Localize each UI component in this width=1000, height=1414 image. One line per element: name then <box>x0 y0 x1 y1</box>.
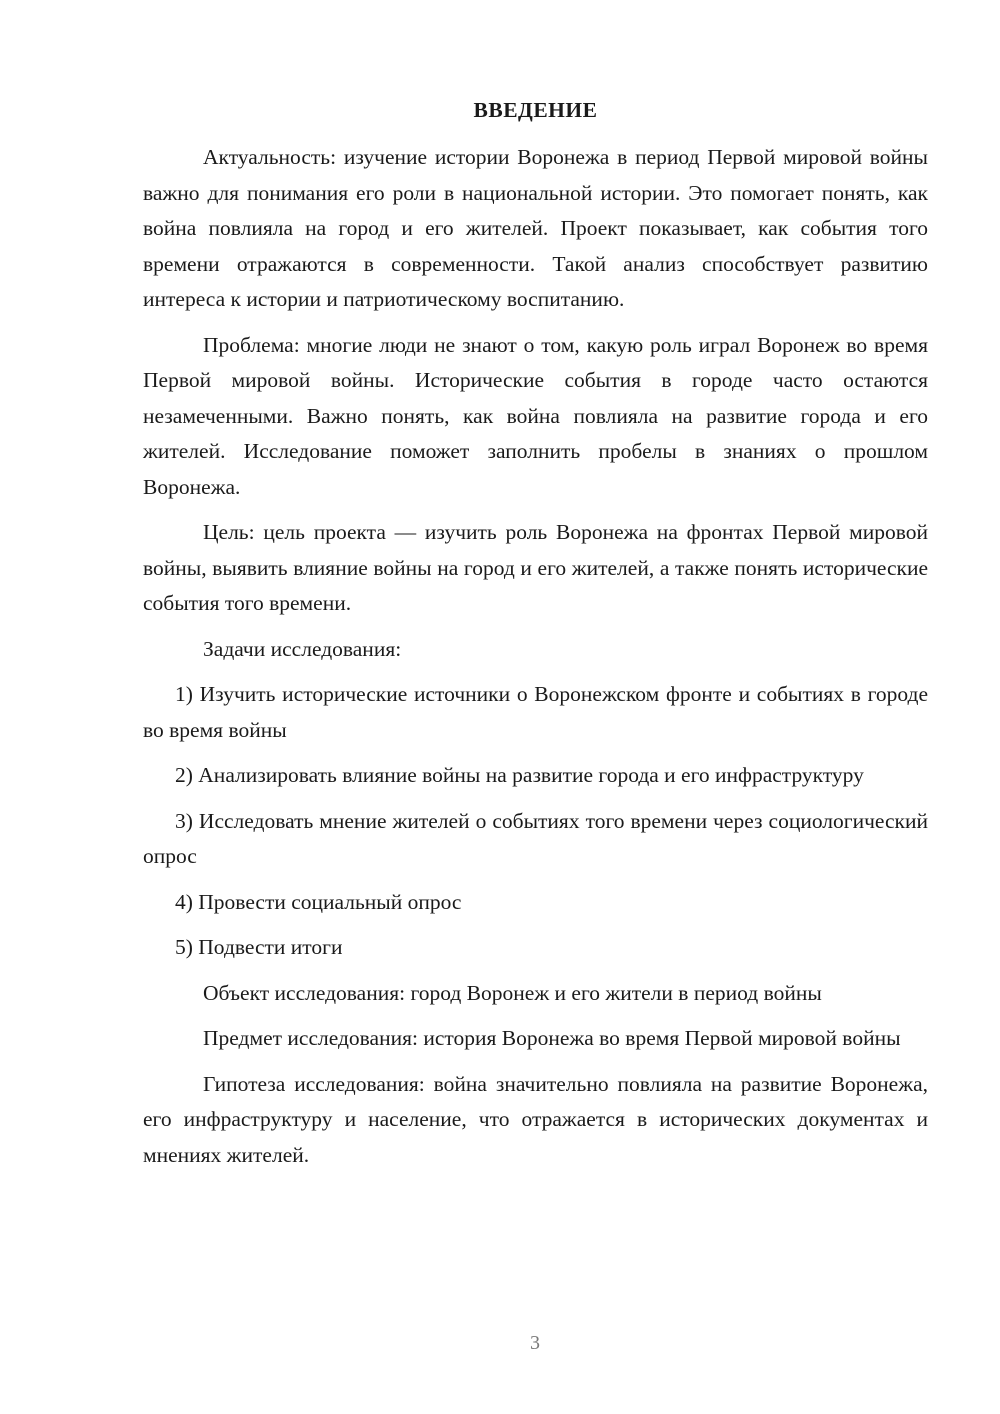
tasks-list <box>143 677 928 966</box>
page-number: 3 <box>530 1332 540 1354</box>
list-item: 5) Подвести итоги <box>175 935 343 959</box>
relevance-paragraph: Актуальность: изучение истории Воронежа в период Первой мировой войны важно для понимания его роли в национальной истории. Это помогает понять, как война повлияла на город и его жителей. Проект показывает, как события того времени отражаются в современности. Такой анализ способствует развитию интереса к истории и патриотическому воспитанию. <box>143 145 928 311</box>
hypothesis-paragraph: Гипотеза исследования: война значительно повлияла на развитие Воронежа, его инфраструктуру и население, что отражается в исторических документах и мнениях жителей. <box>143 1071 928 1167</box>
object-paragraph: Объект исследования: город Воронеж и его жители в период войны <box>203 980 822 1005</box>
tasks-heading: Задачи исследования: <box>203 636 402 661</box>
list-item: 4) Провести социальный опрос <box>175 889 462 914</box>
list-item: 1) Изучить исторические источники о Воронежском фронте и событиях в городе во время войны <box>143 682 928 742</box>
problem-paragraph: Проблема: многие люди не знают о том, какую роль играл Воронеж во время Первой мировой войны. Исторические события в городе часто остаются незамеченными. Важно понять, как война повлияла на развитие города и его жителей. Исследование поможет заполнить пробелы в знаниях о прошлом Воронежа. <box>143 332 928 499</box>
list-item: 3) Исследовать мнение жителей о событиях того времени через социологический опрос <box>143 808 928 868</box>
document-page <box>143 95 928 1183</box>
subject-paragraph: Предмет исследования: история Воронежа во время Первой мировой войны <box>203 1026 901 1050</box>
list-item: 2) Анализировать влияние войны на развитие города и его инфраструктуру <box>175 763 864 787</box>
goal-paragraph: Цель: цель проекта — изучить роль Воронежа на фронтах Первой мировой войны, выявить влияние войны на город и его жителей, а также понять исторические события того времени. <box>143 520 928 615</box>
page-title: ВВЕДЕНИЕ <box>473 98 598 122</box>
